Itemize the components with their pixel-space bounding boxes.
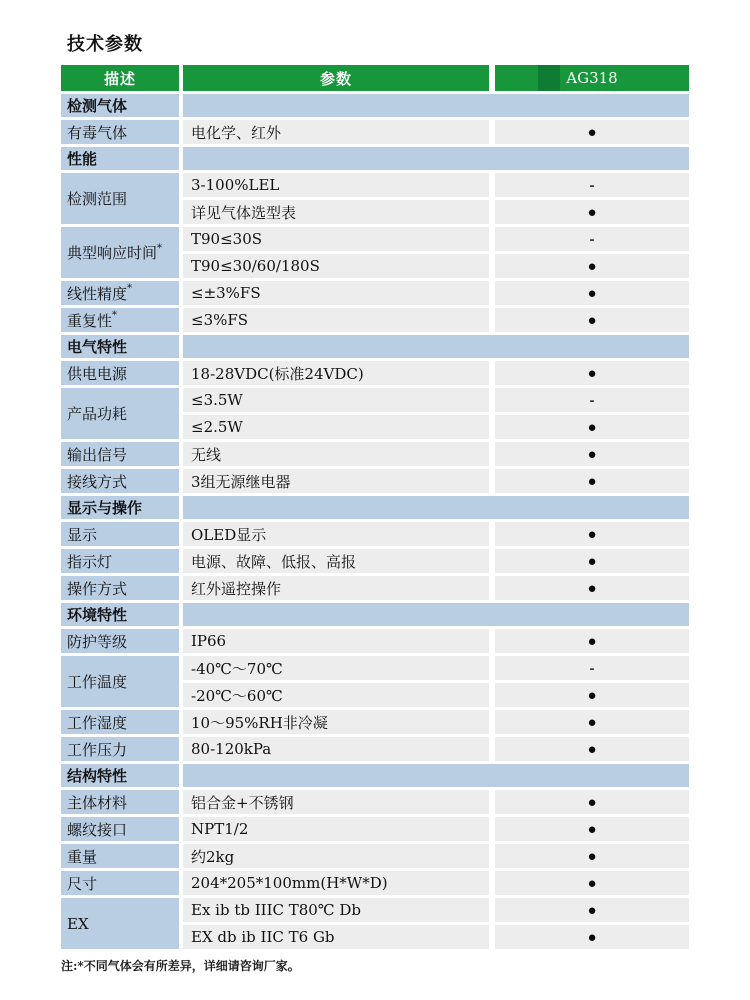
availability-mark [495, 200, 689, 224]
available-dot-icon: ● [587, 632, 597, 650]
param-subrow [183, 710, 689, 734]
row-label-text: 供电电源 [67, 364, 128, 383]
table-row [61, 737, 689, 761]
row-label [61, 898, 179, 949]
table-row [61, 790, 689, 814]
row-label-text: 操作方式 [67, 579, 128, 598]
row-subrows [183, 576, 689, 600]
available-dot-icon: ● [587, 123, 597, 141]
row-label [61, 469, 179, 493]
table-row [61, 576, 689, 600]
section-spacer [183, 603, 689, 626]
availability-mark [495, 790, 689, 814]
table-row [61, 469, 689, 493]
param-subrow [183, 173, 689, 197]
row-label-text: 典型响应时间 [67, 244, 158, 262]
row-label [61, 656, 179, 707]
param-subrow [183, 576, 689, 600]
row-label-text: 接线方式 [67, 472, 128, 491]
param-subrow [183, 629, 689, 653]
availability-mark [495, 576, 689, 600]
param-value: Ex ib tb IIIC T80℃ Db [183, 898, 489, 922]
availability-mark [495, 925, 689, 949]
row-label [61, 522, 179, 546]
table-row [61, 361, 689, 385]
table-row [61, 388, 689, 439]
available-dot-icon: ● [587, 364, 597, 382]
param-subrow [183, 415, 689, 439]
section-row [61, 764, 689, 787]
availability-mark [495, 173, 689, 197]
param-value: ≤3%FS [183, 308, 489, 332]
table-row [61, 710, 689, 734]
param-value: -20℃～60℃ [183, 683, 489, 707]
param-value: 铝合金+不锈钢 [183, 790, 489, 814]
row-label [61, 308, 179, 332]
param-subrow [183, 361, 689, 385]
row-label-text: 输出信号 [67, 445, 128, 464]
param-value: 3-100%LEL [183, 173, 489, 197]
spec-table [61, 65, 689, 949]
param-value: 约2kg [183, 844, 489, 868]
availability-mark [495, 227, 689, 251]
section-row [61, 496, 689, 519]
table-row [61, 656, 689, 707]
param-subrow [183, 281, 689, 305]
section-label: 环境特性 [61, 603, 179, 626]
row-label-text: EX [67, 914, 89, 933]
row-label [61, 871, 179, 895]
row-subrows [183, 737, 689, 761]
row-label [61, 549, 179, 573]
available-dot-icon: ● [587, 686, 597, 704]
row-label-text: 尺寸 [67, 874, 98, 893]
param-subrow [183, 549, 689, 573]
table-row [61, 281, 689, 305]
row-subrows [183, 629, 689, 653]
row-subrows [183, 308, 689, 332]
param-subrow [183, 925, 689, 949]
param-value: EX db ib IIC T6 Gb [183, 925, 489, 949]
param-subrow [183, 469, 689, 493]
availability-mark [495, 817, 689, 841]
row-label-text: 螺纹接口 [67, 820, 128, 839]
available-dot-icon: ● [587, 928, 597, 946]
row-label [61, 281, 179, 305]
section-spacer [183, 764, 689, 787]
section-spacer [183, 496, 689, 519]
param-value: 无线 [183, 442, 489, 466]
section-row [61, 603, 689, 626]
row-subrows [183, 173, 689, 224]
available-dot-icon: ● [587, 793, 597, 811]
row-label-text: 线性精度 [67, 284, 128, 303]
available-dot-icon: ● [587, 552, 597, 570]
availability-mark [495, 522, 689, 546]
row-label [61, 388, 179, 439]
row-label-text: 工作压力 [67, 740, 128, 759]
row-label [61, 120, 179, 144]
param-value: ≤3.5W [183, 388, 489, 412]
row-label-footnote-marker: * [112, 310, 118, 321]
row-subrows [183, 388, 689, 439]
available-dot-icon: ● [587, 445, 597, 463]
row-label-text: 指示灯 [67, 552, 113, 571]
row-subrows [183, 522, 689, 546]
param-value: 18-28VDC(标准24VDC) [183, 361, 489, 385]
row-label [61, 361, 179, 385]
available-dot-icon: ● [587, 257, 597, 275]
param-subrow [183, 817, 689, 841]
available-dot-icon: ● [587, 740, 597, 758]
section-row [61, 335, 689, 358]
column-header-description: 描述 [61, 65, 179, 91]
column-header-model [495, 65, 689, 91]
row-label-text: 重量 [67, 847, 98, 866]
available-dot-icon: ● [587, 311, 597, 329]
available-dot-icon: ● [587, 203, 597, 221]
param-subrow [183, 898, 689, 922]
row-label [61, 173, 179, 224]
param-subrow [183, 200, 689, 224]
available-dot-icon: ● [587, 901, 597, 919]
row-label-footnote-marker: * [157, 242, 163, 254]
param-subrow [183, 522, 689, 546]
row-label [61, 817, 179, 841]
availability-mark [495, 549, 689, 573]
availability-mark [495, 281, 689, 305]
column-header-parameter: 参数 [183, 65, 489, 91]
row-subrows [183, 656, 689, 707]
available-dot-icon: ● [587, 284, 597, 302]
param-value: 3组无源继电器 [183, 469, 489, 493]
row-subrows [183, 898, 689, 949]
param-subrow [183, 790, 689, 814]
section-spacer [183, 335, 689, 358]
available-dot-icon: ● [587, 874, 597, 892]
available-dot-icon: ● [587, 713, 597, 731]
availability-mark [495, 683, 689, 707]
table-row [61, 227, 689, 278]
table-row [61, 817, 689, 841]
table-body [61, 94, 689, 949]
row-label-text: 防护等级 [67, 632, 128, 651]
section-spacer [183, 94, 689, 117]
param-value: OLED显示 [183, 522, 489, 546]
row-label-footnote-marker: * [127, 283, 133, 294]
table-row [61, 173, 689, 224]
unavailable-dash-icon: - [589, 391, 595, 409]
table-row [61, 549, 689, 573]
param-subrow [183, 254, 689, 278]
row-subrows [183, 361, 689, 385]
availability-mark [495, 871, 689, 895]
available-dot-icon: ● [587, 472, 597, 490]
table-row [61, 308, 689, 332]
unavailable-dash-icon: - [589, 659, 595, 677]
available-dot-icon: ● [587, 820, 597, 838]
row-label [61, 737, 179, 761]
unavailable-dash-icon: - [589, 230, 595, 248]
param-value: 电源、故障、低报、高报 [183, 549, 489, 573]
param-subrow [183, 120, 689, 144]
table-row [61, 629, 689, 653]
row-label [61, 227, 179, 278]
row-subrows [183, 442, 689, 466]
section-label: 性能 [61, 147, 179, 170]
availability-mark [495, 737, 689, 761]
availability-mark [495, 469, 689, 493]
param-subrow [183, 227, 689, 251]
param-value: -40℃～70℃ [183, 656, 489, 680]
row-label [61, 710, 179, 734]
param-value: 80-120kPa [183, 737, 489, 761]
availability-mark [495, 629, 689, 653]
row-subrows [183, 549, 689, 573]
param-value: ≤±3%FS [183, 281, 489, 305]
table-row [61, 442, 689, 466]
table-row [61, 871, 689, 895]
unavailable-dash-icon: - [589, 176, 595, 194]
param-value: 红外遥控操作 [183, 576, 489, 600]
row-label-text: 主体材料 [67, 793, 128, 812]
availability-mark [495, 361, 689, 385]
param-subrow [183, 656, 689, 680]
row-label-text: 重复性 [67, 311, 113, 330]
availability-mark [495, 308, 689, 332]
row-subrows [183, 469, 689, 493]
header-shade-decoration [538, 65, 560, 91]
row-label-text: 有毒气体 [67, 123, 128, 142]
table-row [61, 898, 689, 949]
column-header-model-label: AG318 [566, 69, 618, 87]
section-label: 检测气体 [61, 94, 179, 117]
param-value: NPT1/2 [183, 817, 489, 841]
row-label-text: 产品功耗 [67, 405, 128, 423]
available-dot-icon: ● [587, 525, 597, 543]
param-subrow [183, 388, 689, 412]
row-label [61, 629, 179, 653]
param-value: 详见气体选型表 [183, 200, 489, 224]
footnote: 注:*不同气体会有所差异，详细请咨询厂家。 [61, 959, 300, 973]
availability-mark [495, 120, 689, 144]
section-spacer [183, 147, 689, 170]
available-dot-icon: ● [587, 418, 597, 436]
table-header-row [61, 65, 689, 91]
param-subrow [183, 308, 689, 332]
availability-mark [495, 656, 689, 680]
table-row [61, 120, 689, 144]
table-row [61, 844, 689, 868]
row-label-text: 检测范围 [67, 190, 128, 208]
row-label-text: 工作温度 [67, 673, 128, 691]
row-subrows [183, 871, 689, 895]
param-value: IP66 [183, 629, 489, 653]
section-label: 结构特性 [61, 764, 179, 787]
row-label [61, 790, 179, 814]
param-subrow [183, 683, 689, 707]
param-subrow [183, 844, 689, 868]
param-value: T90≤30/60/180S [183, 254, 489, 278]
spec-sheet [61, 30, 689, 974]
param-value: 电化学、红外 [183, 120, 489, 144]
row-subrows [183, 790, 689, 814]
section-row [61, 94, 689, 117]
param-value: 10～95%RH非冷凝 [183, 710, 489, 734]
param-value: 204*205*100mm(H*W*D) [183, 871, 489, 895]
available-dot-icon: ● [587, 579, 597, 597]
availability-mark [495, 442, 689, 466]
row-subrows [183, 281, 689, 305]
availability-mark [495, 388, 689, 412]
row-subrows [183, 120, 689, 144]
section-row [61, 147, 689, 170]
row-label-text: 工作湿度 [67, 713, 128, 732]
row-label [61, 844, 179, 868]
row-subrows [183, 227, 689, 278]
param-subrow [183, 442, 689, 466]
row-subrows [183, 710, 689, 734]
availability-mark [495, 415, 689, 439]
row-label-text: 显示 [67, 525, 98, 544]
row-label [61, 576, 179, 600]
param-value: ≤2.5W [183, 415, 489, 439]
table-row [61, 522, 689, 546]
availability-mark [495, 844, 689, 868]
available-dot-icon: ● [587, 847, 597, 865]
param-subrow [183, 737, 689, 761]
param-value: T90≤30S [183, 227, 489, 251]
param-subrow [183, 871, 689, 895]
availability-mark [495, 898, 689, 922]
row-label [61, 442, 179, 466]
availability-mark [495, 254, 689, 278]
row-subrows [183, 844, 689, 868]
row-subrows [183, 817, 689, 841]
availability-mark [495, 710, 689, 734]
page-title: 技术参数 [67, 34, 143, 54]
section-label: 电气特性 [61, 335, 179, 358]
section-label: 显示与操作 [61, 496, 179, 519]
